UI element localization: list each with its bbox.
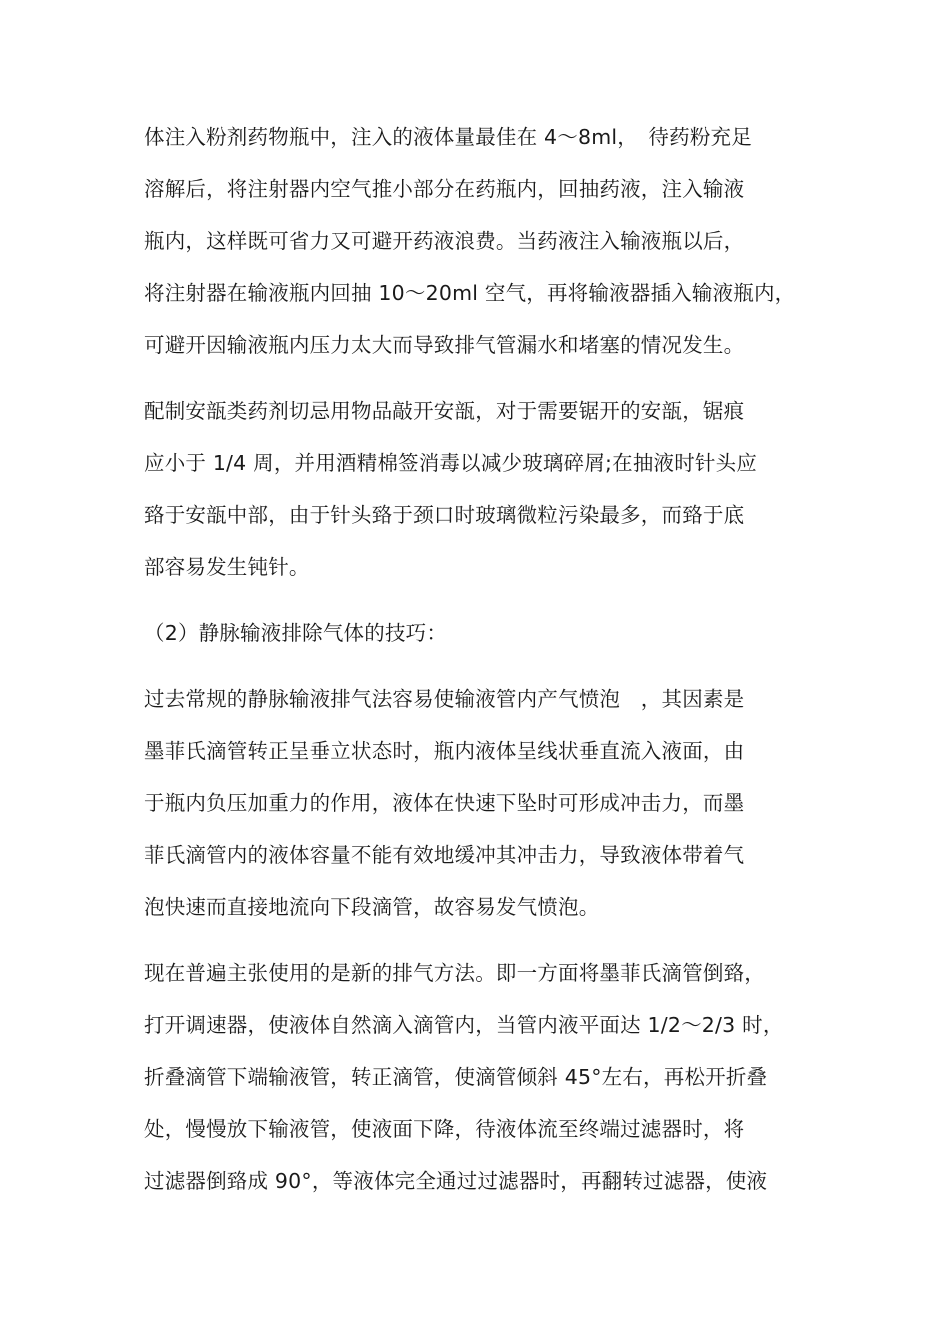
- text-line: 溶解后，将注射器内空气推小部分在药瓶内，回抽药液，注入输液: [144, 177, 745, 201]
- text-line: 瓶内，这样既可省力又可避开药液浪费。当药液注入输液瓶以后，: [144, 229, 745, 253]
- text-line: 折叠滴管下端输液管，转正滴管，使滴管倾斜 45°左右，再松开折叠: [144, 1065, 768, 1089]
- text-line: 打开调速器，使液体自然滴入滴管内，当管内液平面达 1/2～2/3 时，: [144, 1013, 784, 1037]
- text-line: 泡快速而直接地流向下段滴管，故容易发气愤泡。: [144, 895, 600, 919]
- text-line: 体注入粉剂药物瓶中，注入的液体量最佳在 4～8ml， 待药粉充足: [144, 125, 752, 149]
- text-line: 部容易发生钝针。: [144, 555, 310, 579]
- text-line: 菲氏滴管内的液体容量不能有效地缓冲其冲击力，导致液体带着气: [144, 843, 745, 867]
- text-line: 臵于安瓿中部，由于针头臵于颈口时玻璃微粒污染最多，而臵于底: [144, 503, 745, 527]
- text-line: 配制安瓿类药剂切忌用物品敲开安瓿，对于需要锯开的安瓿，锯痕: [144, 399, 745, 423]
- text-line: 过滤器倒臵成 90°，等液体完全通过过滤器时，再翻转过滤器，使液: [144, 1169, 768, 1193]
- text-line: 应小于 1/4 周，并用酒精棉签消毒以减少玻璃碎屑;在抽液时针头应: [144, 451, 758, 475]
- section-heading: （2）静脉输液排除气体的技巧：: [144, 621, 448, 645]
- text-line: 可避开因输液瓶内压力太大而导致排气管漏水和堵塞的情况发生。: [144, 333, 745, 357]
- text-line: 将注射器在输液瓶内回抽 10～20ml 空气，再将输液器插入输液瓶内，: [144, 281, 796, 305]
- text-line: 墨菲氏滴管转正呈垂立状态时，瓶内液体呈线状垂直流入液面，由: [144, 739, 745, 763]
- text-line: 处，慢慢放下输液管，使液面下降，待液体流至终端过滤器时，将: [144, 1117, 745, 1141]
- text-line: 过去常规的静脉输液排气法容易使输液管内产气愤泡 ，其因素是: [144, 687, 745, 711]
- text-line: 现在普遍主张使用的是新的排气方法。即一方面将墨菲氏滴管倒臵，: [144, 961, 765, 985]
- text-line: 于瓶内负压加重力的作用，液体在快速下坠时可形成冲击力，而墨: [144, 791, 745, 815]
